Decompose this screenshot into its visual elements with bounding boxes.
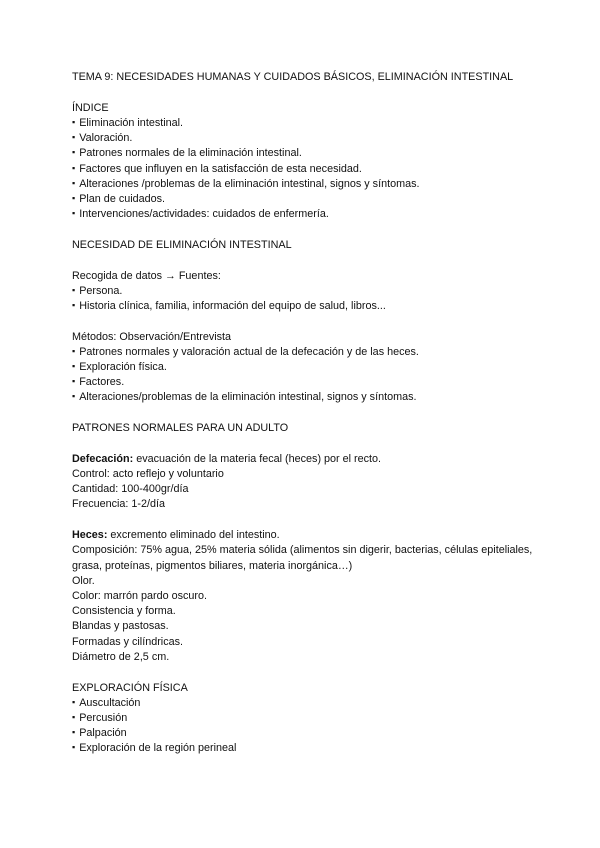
heces-definition [72,528,542,543]
heces-term: Heces: [72,529,108,542]
heces-line: Color: marrón pardo oscuro. [72,589,208,602]
metodos-label: Métodos: Observación/Entrevista [72,330,232,343]
heces-line: Olor. [72,574,95,587]
list-item: ▪ Alteraciones /problemas de la eliminación intestinal, signos y síntomas. [72,177,542,192]
exploracion-list [72,696,542,757]
document-title: TEMA 9: NECESIDADES HUMANAS Y CUIDADOS BÁSICOS, ELIMINACIÓN INTESTINAL [72,71,514,83]
list-item: ▪ Palpación [72,726,542,741]
heces-line: Formadas y cilíndricas. [72,635,184,648]
defecacion-line: Control: acto reflejo y voluntario [72,468,224,481]
list-item: ▪ Patrones normales de la eliminación intestinal. [72,146,542,161]
recogida-list [72,284,542,314]
list-item: ▪ Historia clínica, familia, información del equipo de salud, libros... [72,299,542,314]
heces-line: Diámetro de 2,5 cm. [72,650,170,663]
heces-text: excremento eliminado del intestino. [107,529,280,542]
list-item: ▪ Percusión [72,711,542,726]
section-heading-exploracion: EXPLORACIÓN FÍSICA [72,681,188,694]
section-heading-necesidad: NECESIDAD DE ELIMINACIÓN INTESTINAL [72,238,292,251]
defecacion-term: Defecación: [72,452,134,465]
defecacion-line: Cantidad: 100-400gr/día [72,483,189,496]
list-item: ▪ Exploración física. [72,360,542,375]
heces-line: Blandas y pastosas. [72,620,169,633]
list-item: ▪ Eliminación intestinal. [72,116,542,131]
list-item: ▪ Intervenciones/actividades: cuidados de enfermería. [72,207,542,222]
recogida-label: Recogida de datos → Fuentes: [72,269,221,282]
list-item: ▪ Patrones normales y valoración actual de la defecación y de las heces. [72,345,542,360]
section-heading-patrones: PATRONES NORMALES PARA UN ADULTO [72,422,289,435]
list-item: ▪ Persona. [72,284,542,299]
heces-line: Consistencia y forma. [72,605,176,618]
list-item: ▪ Auscultación [72,696,542,711]
metodos-list [72,345,542,406]
heces-composicion: Composición: 75% agua, 25% materia sólida (alimentos sin digerir, bacterias, células epiteliales, grasa, proteínas, pigmentos biliares, materia inorgánica…) [72,544,533,572]
list-item: ▪ Factores que influyen en la satisfacción de esta necesidad. [72,162,542,177]
list-item: ▪ Alteraciones/problemas de la eliminación intestinal, signos y síntomas. [72,390,542,405]
index-list [72,116,542,222]
defecacion-definition [72,452,542,467]
index-heading: ÍNDICE [72,101,109,114]
document-page [72,70,542,757]
defecacion-text: evacuación de la materia fecal (heces) por el recto. [133,452,382,465]
list-item: ▪ Exploración de la región perineal [72,741,542,756]
list-item: ▪ Plan de cuidados. [72,192,542,207]
defecacion-line: Frecuencia: 1-2/día [72,498,166,511]
list-item: ▪ Factores. [72,375,542,390]
list-item: ▪ Valoración. [72,131,542,146]
